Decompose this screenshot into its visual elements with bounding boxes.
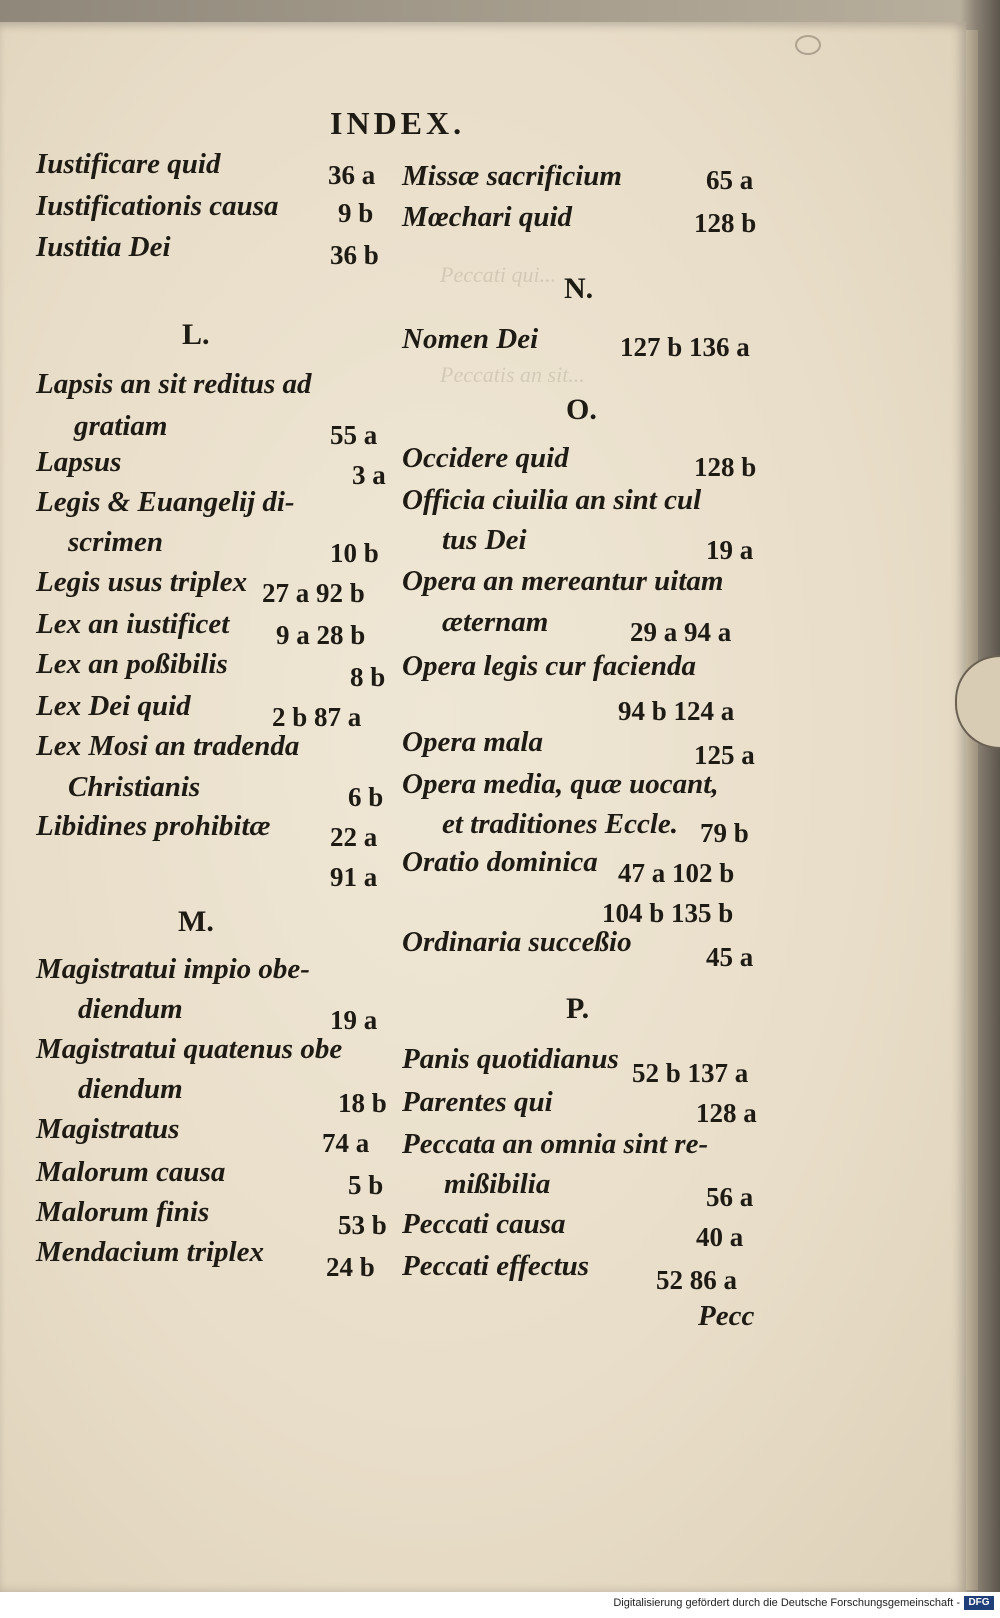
page-header: INDEX. — [330, 105, 466, 141]
show-through-text: Peccati qui... — [440, 262, 557, 287]
index-ref: 45 a — [706, 942, 754, 972]
section-letter: P. — [566, 992, 590, 1025]
index-term-cont: Christianis — [68, 771, 201, 803]
index-ref: 9 a 28 b — [276, 620, 366, 650]
section-letter: O. — [566, 393, 597, 426]
index-term: Legis & Euangelij di- — [36, 486, 295, 518]
index-ref: 19 a — [706, 535, 754, 565]
index-term: Opera legis cur facienda — [402, 650, 696, 682]
index-term-cont: tus Dei — [442, 524, 527, 556]
show-through-text: Peccatis an sit... — [440, 362, 585, 387]
index-term-cont: mißibilia — [444, 1168, 551, 1200]
index-ref: 24 b — [326, 1252, 375, 1282]
section-letter: L. — [182, 318, 210, 351]
index-term: Magistratus — [36, 1113, 180, 1145]
index-ref: 127 b 136 a — [620, 332, 750, 362]
section-letter: N. — [564, 272, 594, 305]
index-term: Panis quotidianus — [402, 1043, 619, 1075]
index-ref: 9 b — [338, 198, 374, 228]
index-ref: 36 b — [330, 240, 379, 270]
index-ref: 53 b — [338, 1210, 387, 1240]
index-term: Mendacium triplex — [36, 1236, 264, 1268]
index-term: Peccati causa — [402, 1208, 566, 1240]
index-term: Occidere quid — [402, 442, 569, 474]
index-ref: 125 a — [694, 740, 755, 770]
index-term: Officia ciuilia an sint cul — [402, 484, 702, 516]
section-letter: M. — [178, 905, 214, 938]
index-term-cont: æternam — [442, 606, 549, 638]
index-ref: 79 b — [700, 818, 749, 848]
index-ref: 27 a 92 b — [262, 578, 365, 608]
index-term: Missæ sacrificium — [402, 160, 622, 192]
index-ref: 52 86 a — [656, 1265, 737, 1295]
index-term: Parentes qui — [402, 1086, 553, 1118]
index-ref: 40 a — [696, 1222, 744, 1252]
index-term-cont: et traditiones Eccle. — [442, 808, 678, 840]
index-term: Malorum causa — [36, 1156, 226, 1188]
index-ref: 94 b 124 a — [618, 696, 735, 726]
index-term: Iustificationis causa — [36, 190, 279, 222]
index-ref: 10 b — [330, 538, 379, 568]
index-ref: 22 a — [330, 822, 378, 852]
dfg-logo: DFG — [964, 1596, 994, 1610]
index-term: Opera media, quæ uocant, — [402, 768, 719, 800]
index-term: Iustitia Dei — [36, 231, 171, 263]
index-term-cont: scrimen — [68, 526, 164, 558]
index-ref-cont: 104 b 135 b — [602, 898, 734, 928]
index-term: Nomen Dei — [402, 323, 539, 355]
index-term: Lex an iustificet — [36, 608, 230, 640]
index-term: Magistratui impio obe- — [36, 953, 310, 985]
index-term: Lex Dei quid — [36, 690, 191, 722]
index-ref: 5 b — [348, 1170, 384, 1200]
index-term: Iustificare quid — [36, 148, 221, 180]
index-term: Opera mala — [402, 726, 543, 758]
index-ref: 65 a — [706, 165, 754, 195]
index-ref: 128 a — [696, 1098, 757, 1128]
index-ref: 56 a — [706, 1182, 754, 1212]
index-term: Lapsus — [36, 446, 122, 478]
index-ref: 29 a 94 a — [630, 617, 732, 647]
index-ref: 2 b 87 a — [272, 702, 362, 732]
index-ref: 52 b 137 a — [632, 1058, 749, 1088]
index-ref: 55 a — [330, 420, 378, 450]
index-term: Legis usus triplex — [36, 566, 248, 598]
index-ref: 128 b — [694, 452, 757, 482]
index-term: Lex an poßibilis — [36, 648, 228, 680]
index-term-cont: diendum — [78, 1073, 183, 1105]
index-term: Malorum finis — [36, 1196, 210, 1228]
index-ref: 18 b — [338, 1088, 387, 1118]
index-ref: 6 b — [348, 782, 384, 812]
index-term: Opera an mereantur uitam — [402, 565, 724, 597]
catchword: Pecc — [698, 1300, 755, 1332]
index-term: Lex Mosi an tradenda — [36, 730, 300, 762]
index-ref: 3 a — [352, 460, 386, 490]
stain-mark — [795, 35, 821, 55]
index-term-cont: diendum — [78, 993, 183, 1025]
index-ref-cont: 91 a — [330, 862, 378, 892]
index-term: Ordinaria succeßio — [402, 926, 632, 958]
index-ref: 74 a — [322, 1128, 370, 1158]
index-term-cont: gratiam — [74, 410, 168, 442]
footer-credit: Digitalisierung gefördert durch die Deutsche Forschungsgemeinschaft - — [613, 1597, 960, 1609]
index-term: Libidines prohibitæ — [36, 810, 271, 842]
index-ref: 36 a — [328, 160, 376, 190]
index-term: Lapsis an sit reditus ad — [36, 368, 312, 400]
index-ref: 19 a — [330, 1005, 378, 1035]
index-ref: 128 b — [694, 208, 757, 238]
index-term: Magistratui quatenus obe — [36, 1033, 343, 1065]
index-term: Peccata an omnia sint re- — [402, 1128, 709, 1160]
index-ref: 47 a 102 b — [618, 858, 735, 888]
index-term: Oratio dominica — [402, 846, 598, 878]
index-ref: 8 b — [350, 662, 386, 692]
index-term: Peccati effectus — [402, 1250, 590, 1282]
page-edge — [966, 30, 978, 1590]
index-term: Mœchari quid — [402, 201, 573, 233]
